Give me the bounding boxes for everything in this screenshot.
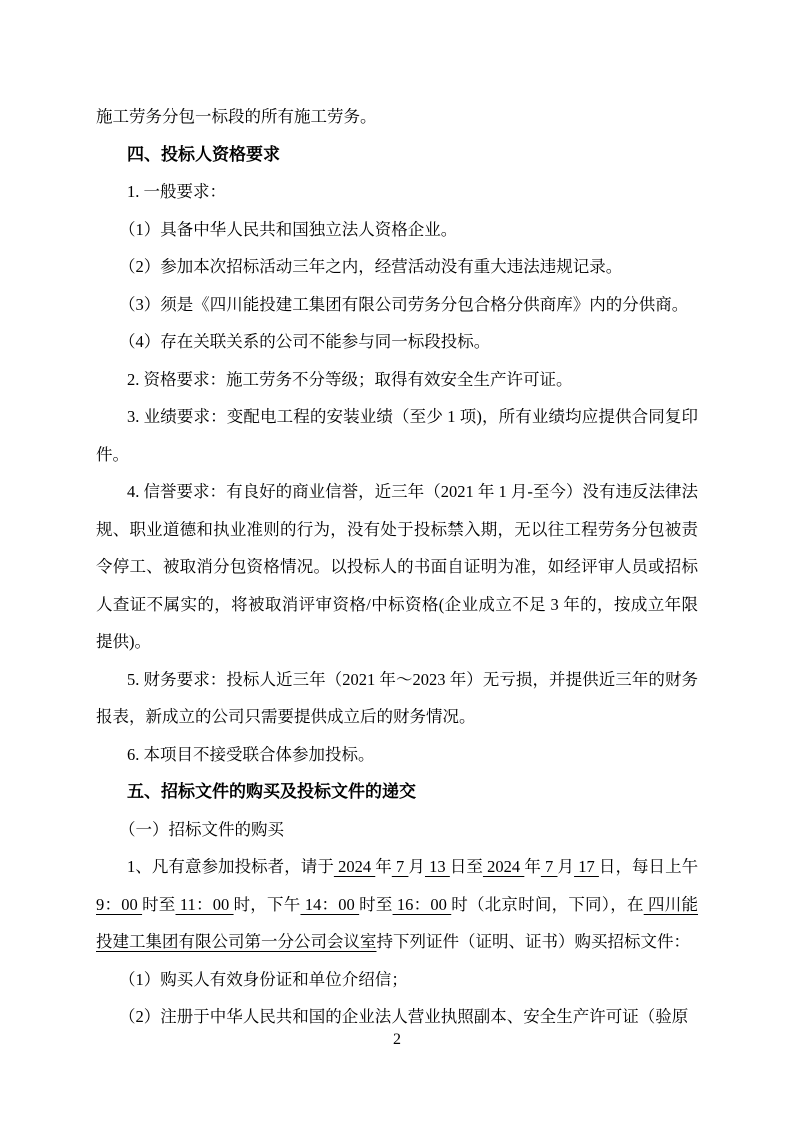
text-run: （一）招标文件的购买 [119, 819, 284, 839]
text-run: （3）须是《四川能投建工集团有限公司劳务分包合格分供商库》内的分供商。 [119, 294, 689, 314]
text-run: 时至 [142, 894, 176, 914]
text-run: （4）存在关联关系的公司不能参与同一标段投标。 [119, 332, 491, 351]
text-run: 3. 业绩要求：变配电工程的安装业绩（至少 1 项)，所有业绩均应提供合同复印件。 [96, 407, 698, 464]
text-run: 年 [524, 857, 541, 876]
page-number-value: 2 [393, 1031, 401, 1048]
text-run: （1）购买人有效身份证和单位介绍信； [119, 969, 408, 989]
text-run: 1、凡有意参加投标者，请于 [127, 857, 334, 876]
paragraph [96, 211, 698, 249]
text-run: 年 [375, 857, 392, 876]
paragraph [96, 98, 698, 136]
paragraph [96, 736, 698, 774]
paragraph [96, 248, 698, 286]
underlined-fill-in: 14：00 [300, 894, 360, 914]
underlined-fill-in: 17 [574, 857, 599, 876]
text-run: 五、招标文件的购买及投标文件的递交 [127, 782, 416, 801]
underlined-fill-in: 11：00 [175, 894, 234, 914]
underlined-fill-in: 9：00 [96, 894, 143, 914]
paragraph [96, 323, 698, 361]
underlined-fill-in: 7 [391, 857, 409, 876]
text-run: 持下列证件（证明、证书）购买招标文件： [376, 932, 690, 951]
underlined-fill-in: 13 [424, 857, 450, 876]
paragraph [96, 361, 698, 399]
paragraph [96, 286, 698, 324]
underlined-fill-in: 2024 [482, 857, 525, 876]
text-run: 日至 [449, 857, 483, 876]
text-run: 4. 信誉要求：有良好的商业信誉，近三年（2021 年 1 月-至今）没有违反法律法规、职业道德和执业准则的行为，没有处于投标禁入期，无以往工程劳务分包被责令停工、被取消分包资格情况。以投标人的书面自证明为准，如经评审人员或招标人查证不属实的，将被取消评审资格/中标资格(企业成立不足 3 年的，按成立年限提供)。 [96, 482, 698, 651]
section-heading [96, 773, 698, 811]
underlined-fill-in: 7 [540, 857, 558, 876]
text-run: （2）注册于中华人民共和国的企业法人营业执照副本、安全生产许可证（验原 [119, 1007, 689, 1026]
underlined-fill-in: 四川能投建工集团有限公司第一分公司会议室 [96, 894, 699, 951]
text-run: 月 [557, 857, 575, 876]
text-run: 施工劳务分包一标段的所有施工劳务。 [96, 107, 377, 126]
text-run: 1. 一般要求： [127, 182, 226, 201]
text-run: 时（北京时间，下同），在 [451, 894, 644, 914]
underlined-fill-in: 2024 [333, 857, 376, 876]
paragraph [96, 961, 698, 999]
text-run: 四、投标人资格要求 [127, 144, 280, 164]
paragraph [96, 848, 698, 961]
paragraph [96, 173, 698, 211]
underlined-fill-in: 16：00 [392, 894, 452, 914]
document-body [96, 98, 698, 1036]
page-number [0, 1030, 794, 1050]
paragraph [96, 661, 698, 736]
text-run: 日，每日上午 [598, 857, 699, 876]
paragraph [96, 811, 698, 849]
text-run: 6. 本项目不接受联合体参加投标。 [127, 744, 375, 764]
text-run: 月 [408, 857, 425, 876]
text-run: 2. 资格要求：施工劳务不分等级；取得有效安全生产许可证。 [127, 369, 573, 389]
paragraph [96, 473, 698, 661]
paragraph [96, 398, 698, 473]
text-run: 时，下午 [233, 894, 301, 914]
text-run: （2）参加本次招标活动三年之内，经营活动没有重大违法违规记录。 [119, 257, 623, 276]
text-run: （1）具备中华人民共和国独立法人资格企业。 [119, 219, 458, 239]
text-run: 5. 财务要求：投标人近三年（2021 年～2023 年）无亏损，并提供近三年的财务报表，新成立的公司只需要提供成立后的财务情况。 [96, 669, 698, 726]
text-run: 时至 [359, 894, 393, 914]
section-heading [96, 136, 698, 174]
